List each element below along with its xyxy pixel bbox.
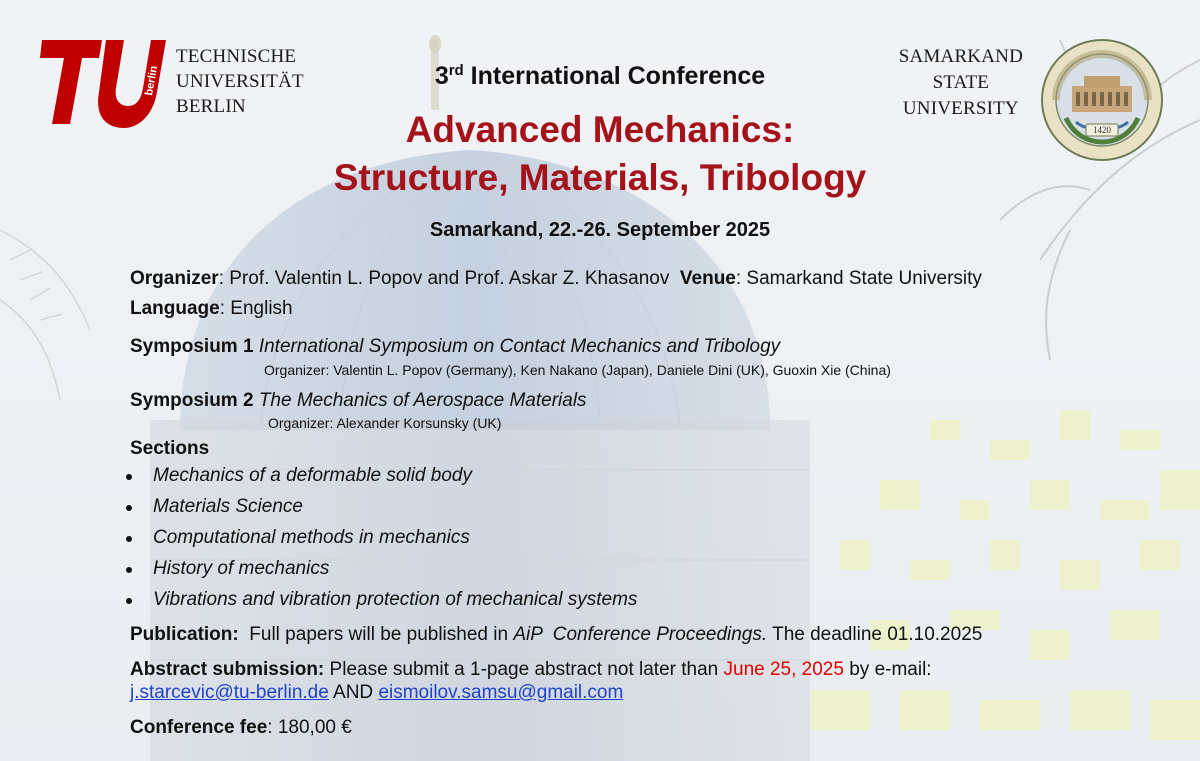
symposium-2: Symposium 2 The Mechanics of Aerospace Materials — [130, 390, 587, 411]
abstract-line: Abstract submission: Please submit a 1-page abstract not later than June 25, 2025 by e-mail: — [130, 659, 932, 680]
section-item: Materials Science — [153, 496, 303, 518]
symposium-1-organizers: Organizer: Valentin L. Popov (Germany), Ken Nakano (Japan), Daniele Dini (UK), Guoxin Xie (China) — [264, 362, 891, 378]
bullet-icon — [126, 567, 132, 573]
section-item: Computational methods in mechanics — [153, 527, 470, 549]
place-and-dates: Samarkand, 22.-26. September 2025 — [429, 219, 771, 241]
title-line-2: Structure, Materials, Tribology — [333, 157, 867, 198]
bullet-icon — [126, 474, 132, 480]
tu-berlin-name: TECHNISCHE UNIVERSITÄT BERLIN — [176, 46, 304, 117]
sections-heading: Sections — [130, 438, 210, 459]
publication-line: Publication: Full papers will be published in AiP Conference Proceedings. The deadline 01.10.2025 — [130, 624, 983, 645]
conference-title — [0, 106, 1200, 202]
organizer-venue-line: Organizer: Prof. Valentin L. Popov and Prof. Askar Z. Khasanov Venue: Samarkand State University — [130, 268, 982, 289]
bullet-icon — [126, 505, 132, 511]
conference-ordinal: 3rd International Conference — [434, 62, 766, 90]
bullet-icon — [126, 598, 132, 604]
section-item: Mechanics of a deformable solid body — [153, 465, 472, 487]
email-link-tu-berlin[interactable]: j.starcevic@tu-berlin.de — [130, 682, 329, 703]
title-line-1: Advanced Mechanics: — [405, 109, 795, 150]
abstract-emails: j.starcevic@tu-berlin.de AND eismoilov.samsu@gmail.com — [130, 682, 624, 703]
email-link-samsu[interactable]: eismoilov.samsu@gmail.com — [378, 682, 624, 703]
samarkand-university-name: SAMARKAND STATE UNIVERSITY — [898, 46, 1023, 119]
abstract-deadline: June 25, 2025 — [723, 659, 844, 680]
section-item: Vibrations and vibration protection of mechanical systems — [153, 589, 637, 611]
svg-text:1420: 1420 — [1093, 125, 1111, 135]
conference-fee-line: Conference fee: 180,00 € — [130, 717, 352, 738]
symposium-1: Symposium 1 International Symposium on Contact Mechanics and Tribology — [130, 336, 781, 357]
bullet-icon — [126, 536, 132, 542]
language-line: Language: English — [130, 298, 293, 319]
svg-text:berlin: berlin — [143, 64, 161, 97]
symposium-2-organizers: Organizer: Alexander Korsunsky (UK) — [268, 415, 502, 431]
section-item: History of mechanics — [153, 558, 329, 580]
